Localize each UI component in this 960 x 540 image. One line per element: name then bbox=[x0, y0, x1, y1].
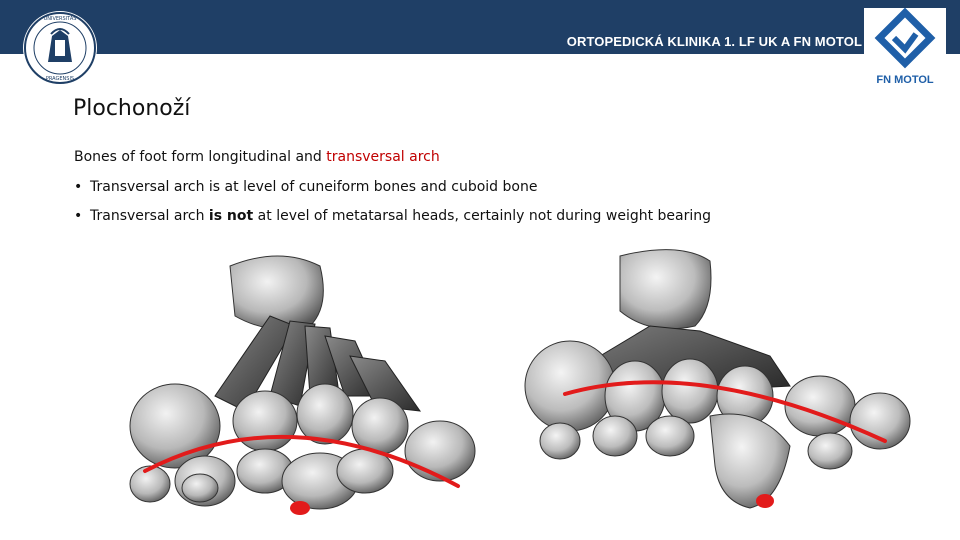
bullet-item bbox=[74, 179, 537, 195]
arch-marker-dot bbox=[756, 494, 774, 508]
svg-text:PRAGENSIS: PRAGENSIS bbox=[45, 76, 75, 82]
bullet-text-post: at level of metatarsal heads, certainly not during weight bearing bbox=[253, 208, 712, 224]
intro-highlight: transversal arch bbox=[326, 149, 440, 165]
arch-marker-dot bbox=[290, 501, 310, 515]
svg-text:UNIVERSITAS: UNIVERSITAS bbox=[43, 16, 77, 22]
bullet-dot: • bbox=[74, 208, 83, 224]
foot-right-image bbox=[520, 246, 915, 528]
slide-title: Plochonoží bbox=[73, 96, 191, 121]
bullet-item bbox=[74, 208, 711, 224]
fn-motol-diamond-icon bbox=[864, 8, 946, 88]
fn-motol-logo bbox=[864, 8, 946, 88]
bullet-text-bold: is not bbox=[208, 208, 254, 224]
fn-motol-label: FN MOTOL bbox=[876, 74, 934, 86]
bullet-text: Transversal arch is at level of cuneiform bones and cuboid bone bbox=[90, 179, 538, 195]
foot-left-image bbox=[120, 246, 490, 528]
intro-text: Bones of foot form longitudinal and bbox=[74, 149, 327, 165]
institution-name: ORTOPEDICKÁ KLINIKA 1. LF UK A FN MOTOL bbox=[566, 34, 862, 49]
bullet-dot: • bbox=[74, 179, 83, 195]
university-seal-logo bbox=[22, 10, 98, 86]
intro-line bbox=[74, 149, 440, 165]
bullet-text-pre: Transversal arch bbox=[90, 208, 209, 224]
